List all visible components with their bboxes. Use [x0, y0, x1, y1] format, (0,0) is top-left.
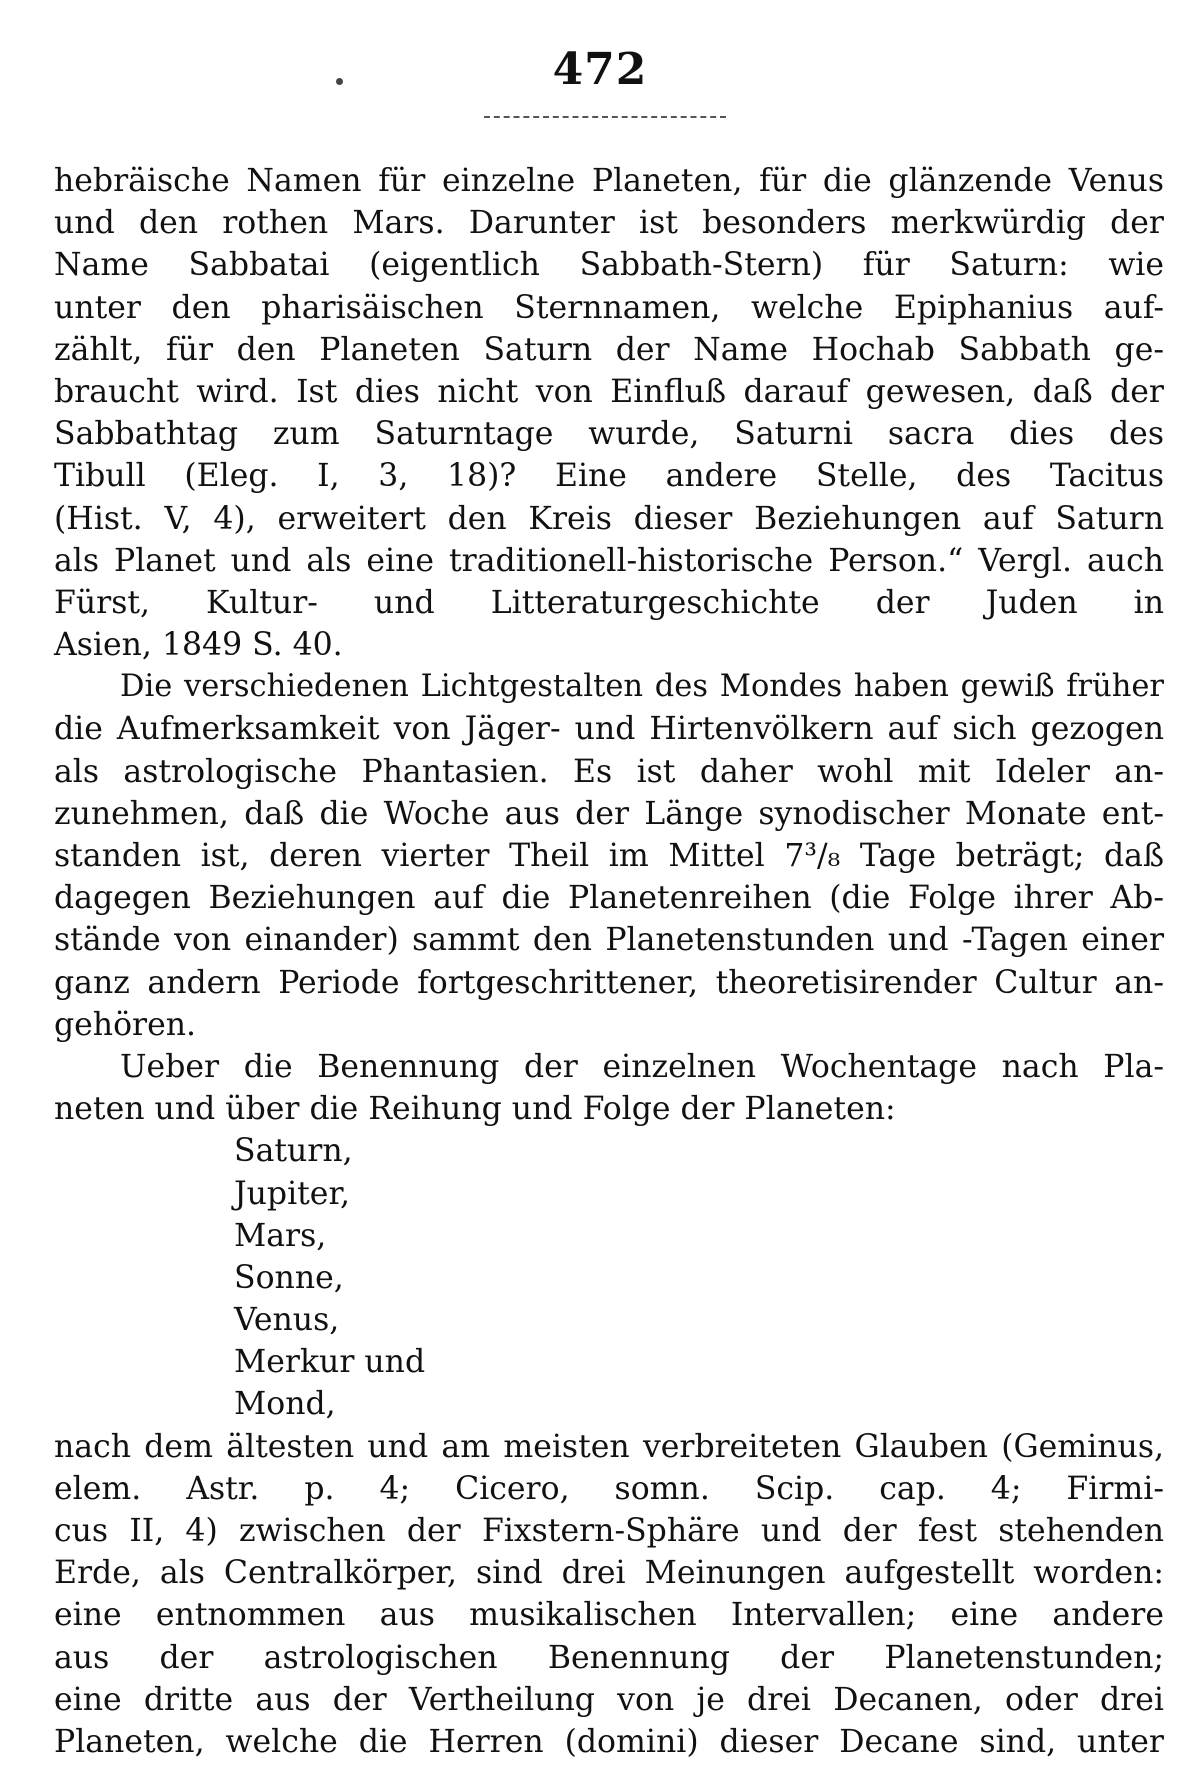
text-line: cus II, 4) zwischen der Fixstern-Sphäre und der fest stehenden	[54, 1513, 1164, 1549]
planet-list-item: Venus,	[234, 1302, 340, 1339]
text-line: stände von einander) sammt den Planetenstunden und -Tagen einer	[54, 922, 1164, 959]
planet-list-item: Mond,	[234, 1386, 336, 1423]
text-line: Asien, 1849 S. 40.	[54, 627, 343, 664]
text-line: gehören.	[54, 1006, 197, 1043]
text-line: zunehmen, daß die Woche aus der Länge synodischer Monate ent-	[54, 795, 1164, 832]
planet-list-item: Merkur und	[234, 1344, 426, 1381]
text-line: aus der astrologischen Benennung der Planetenstunden;	[54, 1639, 1164, 1676]
text-line: Die verschiedenen Lichtgestalten des Mondes haben gewiß früher	[120, 669, 1164, 705]
text-line: Ueber die Benennung der einzelnen Wochentage nach Pla-	[120, 1048, 1164, 1085]
text-line: ganz andern Periode fortgeschrittener, theoretisirender Cultur an-	[54, 964, 1164, 1001]
page-number: 472	[552, 44, 648, 95]
text-line: eine entnommen aus musikalischen Intervallen; eine andere	[54, 1597, 1164, 1634]
text-line: Erde, als Centralkörper, sind drei Meinungen aufgestellt worden:	[54, 1555, 1164, 1592]
text-line: neten und über die Reihung und Folge der Planeten:	[54, 1091, 896, 1128]
planet-list-item: Saturn,	[234, 1133, 353, 1170]
text-line: (Hist. V, 4), erweitert den Kreis dieser Beziehungen auf Saturn	[54, 500, 1164, 537]
text-line: nach dem ältesten und am meisten verbreiteten Glauben (Geminus,	[54, 1428, 1164, 1465]
text-line: hebräische Namen für einzelne Planeten, für die glänzende Venus	[54, 163, 1164, 199]
text-line: die Aufmerksamkeit von Jäger- und Hirtenvölkern auf sich gezogen	[54, 711, 1164, 748]
text-line: Tibull (Eleg. I, 3, 18)? Eine andere Stelle, des Tacitus	[54, 458, 1164, 495]
text-line: eine dritte aus der Vertheilung von je drei Decanen, oder drei	[54, 1681, 1164, 1718]
text-line: Fürst, Kultur- und Litteraturgeschichte der Juden in	[54, 584, 1164, 621]
body-text	[54, 160, 1164, 1763]
planet-list-item: Jupiter,	[234, 1175, 351, 1212]
text-line: Planeten, welche die Herren (domini) dieser Decane sind, unter	[54, 1723, 1164, 1760]
text-line: standen ist, deren vierter Theil im Mittel 7³/₈ Tage beträgt; daß	[54, 838, 1164, 874]
text-line: Name Sabbatai (eigentlich Sabbath-Stern) für Saturn: wie	[54, 247, 1164, 284]
text-line: unter den pharisäischen Sternnamen, welche Epiphanius auf-	[54, 289, 1164, 326]
text-line: Sabbathtag zum Saturntage wurde, Saturni sacra dies des	[54, 416, 1164, 453]
text-line: zählt, für den Planeten Saturn der Name Hochab Sabbath ge-	[54, 331, 1164, 368]
text-line: dagegen Beziehungen auf die Planetenreihen (die Folge ihrer Ab-	[54, 880, 1164, 917]
text-line: und den rothen Mars. Darunter ist besonders merkwürdig der	[54, 205, 1164, 242]
header-rule	[484, 116, 726, 118]
ink-speck	[336, 78, 343, 85]
planet-list-item: Sonne,	[234, 1259, 344, 1296]
planet-list-item: Mars,	[234, 1217, 327, 1254]
text-line: als astrologische Phantasien. Es ist daher wohl mit Ideler an-	[54, 753, 1164, 790]
text-line: elem. Astr. p. 4; Cicero, somn. Scip. cap. 4; Firmi-	[54, 1470, 1164, 1507]
text-line: braucht wird. Ist dies nicht von Einfluß darauf gewesen, daß der	[54, 373, 1164, 410]
text-line: als Planet und als eine traditionell-historische Person.“ Vergl. auch	[54, 542, 1164, 579]
